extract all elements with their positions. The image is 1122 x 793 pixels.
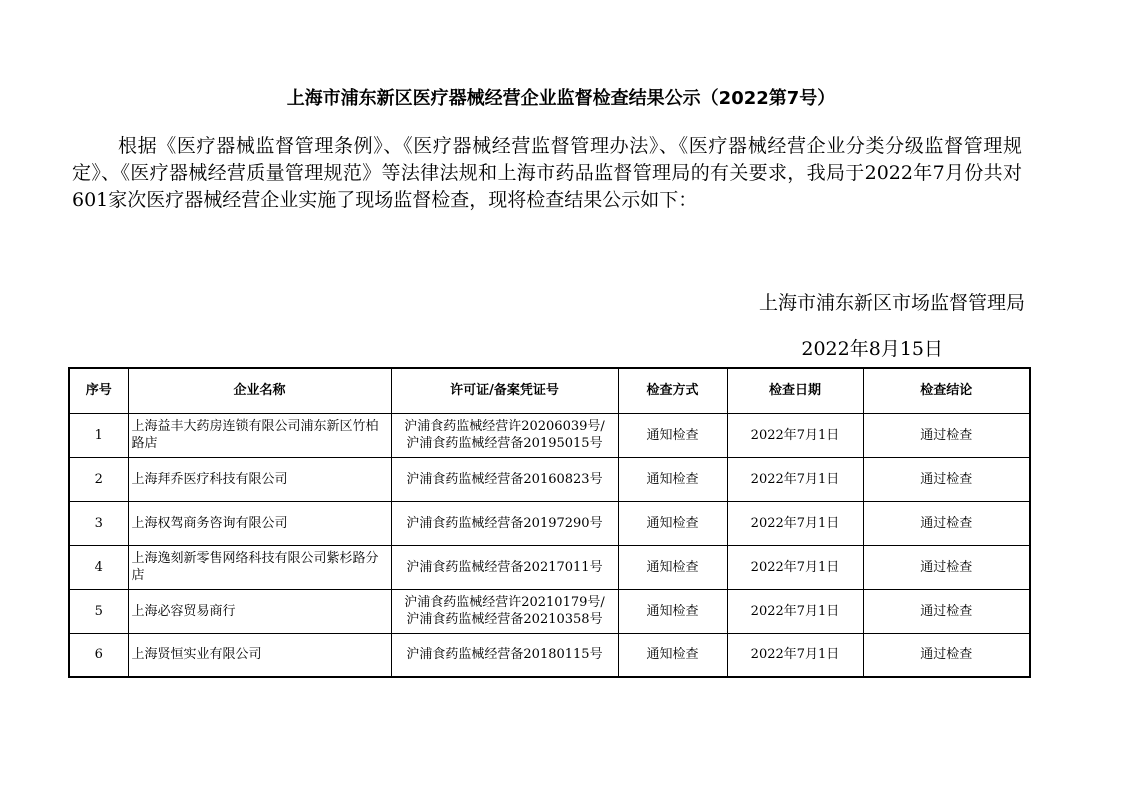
license-number bbox=[391, 501, 618, 545]
inspection-date: 2022年7月1日 bbox=[727, 545, 863, 589]
license-line: 沪浦食药监械经营备20180115号 bbox=[406, 647, 603, 663]
table-row bbox=[69, 545, 1030, 589]
inspection-results-table bbox=[68, 367, 1031, 678]
issuing-authority: 上海市浦东新区市场监督管理局 bbox=[758, 292, 1025, 314]
license-line: 沪浦食药监械经营备20217011号 bbox=[406, 559, 603, 575]
license-line: 沪浦食药监械经营许20206039号/ bbox=[404, 419, 605, 434]
license-line: 沪浦食药监械经营备20195015号 bbox=[406, 436, 603, 451]
table-row bbox=[69, 501, 1030, 545]
row-number: 5 bbox=[69, 589, 128, 633]
issue-date: 2022年8月15日 bbox=[801, 338, 943, 360]
inspection-date: 2022年7月1日 bbox=[727, 501, 863, 545]
company-name: 上海逸刻新零售网络科技有限公司紫杉路分店 bbox=[128, 545, 391, 589]
company-name: 上海拜乔医疗科技有限公司 bbox=[128, 457, 391, 501]
row-number: 3 bbox=[69, 501, 128, 545]
inspection-method: 通知检查 bbox=[618, 501, 727, 545]
license-line: 沪浦食药监械经营许20210179号/ bbox=[404, 595, 605, 610]
license-number bbox=[391, 589, 618, 633]
license-line: 沪浦食药监械经营备20160823号 bbox=[406, 471, 603, 487]
inspection-date: 2022年7月1日 bbox=[727, 589, 863, 633]
table-row bbox=[69, 633, 1030, 677]
column-header-no: 序号 bbox=[69, 368, 128, 413]
inspection-date: 2022年7月1日 bbox=[727, 413, 863, 457]
license-line: 沪浦食药监械经营备20197290号 bbox=[406, 515, 603, 531]
company-name: 上海贤恒实业有限公司 bbox=[128, 633, 391, 677]
inspection-result: 通过检查 bbox=[863, 545, 1030, 589]
table-row bbox=[69, 589, 1030, 633]
company-name: 上海权驾商务咨询有限公司 bbox=[128, 501, 391, 545]
inspection-date: 2022年7月1日 bbox=[727, 633, 863, 677]
inspection-date: 2022年7月1日 bbox=[727, 457, 863, 501]
document-title: 上海市浦东新区医疗器械经营企业监督检查结果公示（2022第7号） bbox=[286, 88, 836, 109]
inspection-method: 通知检查 bbox=[618, 545, 727, 589]
license-number bbox=[391, 545, 618, 589]
license-number bbox=[391, 413, 618, 457]
inspection-method: 通知检查 bbox=[618, 633, 727, 677]
row-number: 2 bbox=[69, 457, 128, 501]
company-name: 上海益丰大药房连锁有限公司浦东新区竹柏路店 bbox=[128, 413, 391, 457]
column-header-result: 检查结论 bbox=[863, 368, 1030, 413]
inspection-result: 通过检查 bbox=[863, 413, 1030, 457]
inspection-method: 通知检查 bbox=[618, 589, 727, 633]
inspection-method: 通知检查 bbox=[618, 413, 727, 457]
company-name: 上海必容贸易商行 bbox=[128, 589, 391, 633]
column-header-license: 许可证/备案凭证号 bbox=[391, 368, 618, 413]
license-number bbox=[391, 633, 618, 677]
column-header-method: 检查方式 bbox=[618, 368, 727, 413]
license-line: 沪浦食药监械经营备20210358号 bbox=[406, 612, 603, 627]
intro-paragraph: 根据《医疗器械监督管理条例》、《医疗器械经营监督管理办法》、《医疗器械经营企业分类分级监督管理规定》、《医疗器械经营质量管理规范》等法律法规和上海市药品监督管理局的有关要求，我局于2022年7月份共对601家次医疗器械经营企业实施了现场监督检查，现将检查结果公示如下： bbox=[72, 135, 1022, 211]
table-header-row bbox=[69, 368, 1030, 413]
inspection-method: 通知检查 bbox=[618, 457, 727, 501]
inspection-result: 通过检查 bbox=[863, 589, 1030, 633]
table-row bbox=[69, 413, 1030, 457]
row-number: 6 bbox=[69, 633, 128, 677]
row-number: 4 bbox=[69, 545, 128, 589]
column-header-date: 检查日期 bbox=[727, 368, 863, 413]
license-number bbox=[391, 457, 618, 501]
column-header-company: 企业名称 bbox=[128, 368, 391, 413]
table-row bbox=[69, 457, 1030, 501]
inspection-result: 通过检查 bbox=[863, 457, 1030, 501]
inspection-result: 通过检查 bbox=[863, 501, 1030, 545]
inspection-result: 通过检查 bbox=[863, 633, 1030, 677]
row-number: 1 bbox=[69, 413, 128, 457]
